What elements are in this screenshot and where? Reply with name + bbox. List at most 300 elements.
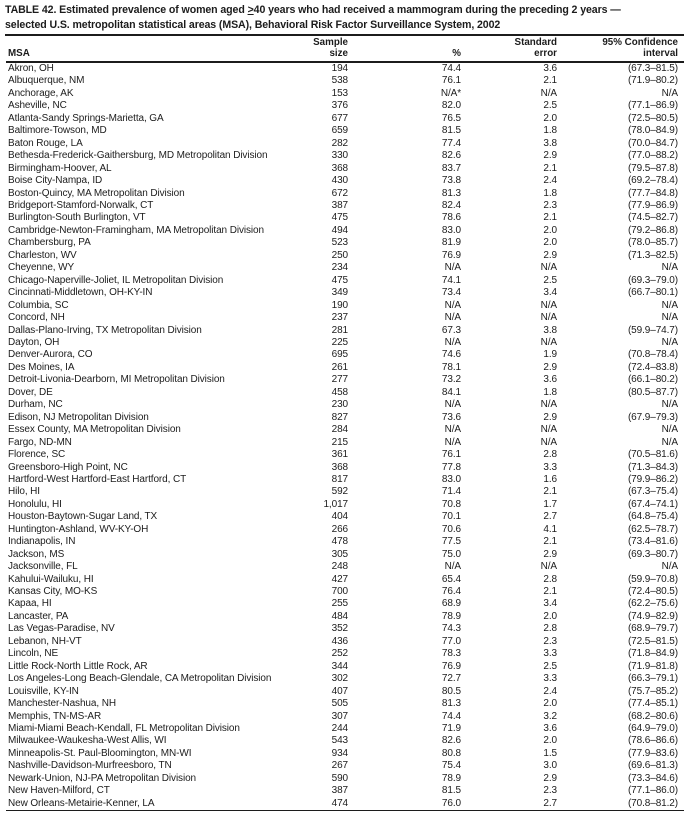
- msa-name: Milwaukee-Waukesha-West Allis, WI: [8, 735, 167, 747]
- standard-error-value: 4.1: [543, 523, 557, 535]
- table-row: [6, 175, 684, 187]
- confidence-interval-value: (72.4–80.5): [627, 586, 678, 598]
- table-title-line2: selected U.S. metropolitan statistical areas (MSA), Behavioral Risk Factor Surveillance System, 2002: [5, 19, 501, 31]
- standard-error-value: 1.6: [543, 473, 557, 485]
- table-row: [6, 437, 684, 449]
- msa-name: Newark-Union, NJ-PA Metropolitan Division: [8, 772, 197, 784]
- msa-name: Chambersburg, PA: [8, 237, 91, 249]
- standard-error-value: 1.8: [543, 386, 557, 398]
- sample-size-value: 361: [331, 449, 348, 461]
- sample-size-value: 827: [331, 411, 348, 423]
- confidence-interval-value: (72.5–80.5): [627, 112, 678, 124]
- msa-name: Honolulu, HI: [8, 498, 62, 510]
- msa-name: New Orleans-Metairie-Kenner, LA: [8, 797, 155, 809]
- msa-name: Kahului-Wailuku, HI: [8, 573, 94, 585]
- msa-name: Cheyenne, WY: [8, 262, 75, 274]
- table-row: [6, 163, 684, 175]
- standard-error-value: 2.8: [543, 449, 557, 461]
- confidence-interval-value: (74.5–82.7): [627, 212, 678, 224]
- table-row: [6, 536, 684, 548]
- msa-name: Lebanon, NH-VT: [8, 635, 82, 647]
- table-body: [6, 62, 684, 811]
- table-title-line1: TABLE 42. Estimated prevalence of women aged >40 years who had received a mammogram during the preceding 2 years —: [5, 4, 621, 16]
- table-row: [6, 711, 684, 723]
- sample-size-value: 458: [331, 386, 348, 398]
- table-row: [6, 349, 684, 361]
- sample-size-value: 484: [331, 610, 348, 622]
- percent-value: 68.9: [441, 598, 461, 610]
- percent-value: 83.7: [441, 162, 461, 174]
- msa-name: Manchester-Nashua, NH: [8, 698, 116, 710]
- percent-value: 74.4: [441, 710, 461, 722]
- percent-value: 72.7: [441, 673, 461, 685]
- percent-value: 81.5: [441, 125, 461, 137]
- confidence-interval-value: (62.2–75.6): [627, 598, 678, 610]
- confidence-interval-value: (59.9–74.7): [627, 324, 678, 336]
- standard-error-value: 3.4: [543, 598, 557, 610]
- msa-name: Bridgeport-Stamford-Norwalk, CT: [8, 199, 154, 211]
- sample-size-value: 190: [331, 299, 348, 311]
- confidence-interval-value: (72.5–81.5): [627, 635, 678, 647]
- confidence-interval-value: (77.7–84.8): [627, 187, 678, 199]
- sample-size-value: 282: [331, 137, 348, 149]
- sample-size-value: 430: [331, 175, 348, 187]
- standard-error-value: 3.3: [543, 673, 557, 685]
- sample-size-value: 475: [331, 212, 348, 224]
- standard-error-value: 2.1: [543, 586, 557, 598]
- percent-value: N/A: [444, 436, 461, 448]
- sample-size-value: 281: [331, 324, 348, 336]
- msa-name: Birmingham-Hoover, AL: [8, 162, 112, 174]
- table-row: [6, 300, 684, 312]
- sample-size-value: 244: [331, 723, 348, 735]
- table-row: [6, 62, 684, 75]
- percent-value: 80.5: [441, 685, 461, 697]
- confidence-interval-value: N/A: [661, 561, 678, 573]
- confidence-interval-value: (77.0–88.2): [627, 150, 678, 162]
- standard-error-value: 2.9: [543, 249, 557, 261]
- confidence-interval-value: (79.5–87.8): [627, 162, 678, 174]
- confidence-interval-value: (80.5–87.7): [627, 386, 678, 398]
- table-row: [6, 598, 684, 610]
- msa-name: Detroit-Livonia-Dearborn, MI Metropolitan Division: [8, 374, 225, 386]
- col-header-standard-error: Standard error: [461, 36, 557, 62]
- standard-error-value: 2.0: [543, 698, 557, 710]
- msa-name: Hilo, HI: [8, 486, 40, 498]
- percent-value: 78.6: [441, 212, 461, 224]
- msa-name: Miami-Miami Beach-Kendall, FL Metropolitan Division: [8, 723, 240, 735]
- standard-error-value: 1.8: [543, 187, 557, 199]
- sample-size-value: 523: [331, 237, 348, 249]
- table-row: [6, 561, 684, 573]
- table-row: [6, 798, 684, 811]
- standard-error-value: 3.2: [543, 710, 557, 722]
- percent-value: 70.6: [441, 523, 461, 535]
- standard-error-value: 3.0: [543, 760, 557, 772]
- confidence-interval-value: (72.4–83.8): [627, 361, 678, 373]
- sample-size-value: 934: [331, 747, 348, 759]
- sample-size-value: 352: [331, 623, 348, 635]
- msa-name: Bethesda-Frederick-Gaithersburg, MD Metropolitan Division: [8, 150, 268, 162]
- sample-size-value: 376: [331, 100, 348, 112]
- msa-name: Boise City-Nampa, ID: [8, 175, 103, 187]
- standard-error-value: 2.0: [543, 237, 557, 249]
- sample-size-value: 248: [331, 561, 348, 573]
- sample-size-value: 368: [331, 162, 348, 174]
- standard-error-value: N/A: [540, 436, 557, 448]
- percent-value: 78.3: [441, 648, 461, 660]
- percent-value: 77.5: [441, 536, 461, 548]
- confidence-interval-value: (78.0–84.9): [627, 125, 678, 137]
- percent-value: 82.0: [441, 100, 461, 112]
- percent-value: 76.0: [441, 797, 461, 809]
- msa-name: Jacksonville, FL: [8, 561, 78, 573]
- table-row: [6, 387, 684, 399]
- standard-error-value: 2.9: [543, 548, 557, 560]
- table-row: [6, 412, 684, 424]
- sample-size-value: 436: [331, 635, 348, 647]
- msa-name: Louisville, KY-IN: [8, 685, 79, 697]
- msa-name: Houston-Baytown-Sugar Land, TX: [8, 511, 158, 523]
- sample-size-value: 266: [331, 523, 348, 535]
- msa-name: Lincoln, NE: [8, 648, 59, 660]
- table-row: [6, 549, 684, 561]
- percent-value: 76.9: [441, 660, 461, 672]
- standard-error-value: 3.3: [543, 648, 557, 660]
- confidence-interval-value: (66.1–80.2): [627, 374, 678, 386]
- confidence-interval-value: (70.8–81.2): [627, 797, 678, 809]
- msa-name: Columbia, SC: [8, 299, 69, 311]
- sample-size-value: 349: [331, 287, 348, 299]
- standard-error-value: 3.6: [543, 63, 557, 74]
- confidence-interval-value: (79.2–86.8): [627, 224, 678, 236]
- percent-value: 77.4: [441, 137, 461, 149]
- msa-name: Dover, DE: [8, 386, 53, 398]
- table-row: [6, 474, 684, 486]
- percent-value: 82.4: [441, 199, 461, 211]
- standard-error-value: 3.6: [543, 723, 557, 735]
- confidence-interval-value: (70.5–81.6): [627, 449, 678, 461]
- confidence-interval-value: (77.9–86.9): [627, 199, 678, 211]
- table-row: [6, 735, 684, 747]
- confidence-interval-value: (59.9–70.8): [627, 573, 678, 585]
- percent-value: 74.3: [441, 623, 461, 635]
- confidence-interval-value: (78.6–86.6): [627, 735, 678, 747]
- standard-error-value: 3.8: [543, 137, 557, 149]
- standard-error-value: 2.3: [543, 635, 557, 647]
- percent-value: N/A*: [440, 87, 461, 99]
- msa-name: Charleston, WV: [8, 249, 77, 261]
- sample-size-value: 284: [331, 424, 348, 436]
- percent-value: 77.0: [441, 635, 461, 647]
- standard-error-value: 2.0: [543, 112, 557, 124]
- standard-error-value: 2.1: [543, 75, 557, 87]
- msa-name: Denver-Aurora, CO: [8, 349, 93, 361]
- confidence-interval-value: (68.9–79.7): [627, 623, 678, 635]
- sample-size-value: 592: [331, 486, 348, 498]
- sample-size-value: 267: [331, 760, 348, 772]
- confidence-interval-value: (79.9–86.2): [627, 473, 678, 485]
- table-row: [6, 212, 684, 224]
- percent-value: 76.5: [441, 112, 461, 124]
- standard-error-value: 2.5: [543, 100, 557, 112]
- sample-size-value: 407: [331, 685, 348, 697]
- table-row: [6, 462, 684, 474]
- table-row: [6, 773, 684, 785]
- col-header-sample-size: Sample size: [302, 36, 348, 62]
- msa-name: Baton Rouge, LA: [8, 137, 83, 149]
- confidence-interval-value: (69.2–78.4): [627, 175, 678, 187]
- standard-error-value: 2.9: [543, 411, 557, 423]
- standard-error-value: 2.1: [543, 536, 557, 548]
- msa-name: Edison, NJ Metropolitan Division: [8, 411, 149, 423]
- sample-size-value: 225: [331, 336, 348, 348]
- standard-error-value: 2.1: [543, 486, 557, 498]
- table-title: [5, 3, 684, 36]
- percent-value: N/A: [444, 561, 461, 573]
- sample-size-value: 230: [331, 399, 348, 411]
- confidence-interval-value: (74.9–82.9): [627, 610, 678, 622]
- table-row: [6, 661, 684, 673]
- msa-name: Dayton, OH: [8, 336, 60, 348]
- confidence-interval-value: N/A: [661, 87, 678, 99]
- table-row: [6, 100, 684, 112]
- percent-value: 76.1: [441, 75, 461, 87]
- sample-size-value: 387: [331, 785, 348, 797]
- confidence-interval-value: N/A: [661, 436, 678, 448]
- percent-value: 75.0: [441, 548, 461, 560]
- sample-size-value: 368: [331, 461, 348, 473]
- table-row: [6, 399, 684, 411]
- percent-value: 78.9: [441, 772, 461, 784]
- standard-error-value: 1.8: [543, 125, 557, 137]
- percent-value: 80.8: [441, 747, 461, 759]
- standard-error-value: 1.9: [543, 349, 557, 361]
- percent-value: 78.9: [441, 610, 461, 622]
- percent-value: 83.0: [441, 224, 461, 236]
- percent-value: 65.4: [441, 573, 461, 585]
- confidence-interval-value: N/A: [661, 399, 678, 411]
- standard-error-value: 2.4: [543, 685, 557, 697]
- standard-error-value: 3.3: [543, 461, 557, 473]
- sample-size-value: 1,017: [323, 498, 348, 510]
- standard-error-value: N/A: [540, 336, 557, 348]
- msa-name: Akron, OH: [8, 63, 54, 74]
- sample-size-value: 387: [331, 199, 348, 211]
- standard-error-value: 2.3: [543, 785, 557, 797]
- percent-value: 78.1: [441, 361, 461, 373]
- msa-name: Kansas City, MO-KS: [8, 586, 98, 598]
- confidence-interval-value: N/A: [661, 299, 678, 311]
- sample-size-value: 590: [331, 772, 348, 784]
- table-row: [6, 574, 684, 586]
- confidence-interval-value: (75.7–85.2): [627, 685, 678, 697]
- table-row: [6, 287, 684, 299]
- table-row: [6, 723, 684, 735]
- table-row: [6, 374, 684, 386]
- percent-value: N/A: [444, 312, 461, 324]
- confidence-interval-value: (67.3–81.5): [627, 63, 678, 74]
- percent-value: 73.6: [441, 411, 461, 423]
- confidence-interval-value: N/A: [661, 262, 678, 274]
- msa-name: Burlington-South Burlington, VT: [8, 212, 146, 224]
- percent-value: 83.0: [441, 473, 461, 485]
- sample-size-value: 543: [331, 735, 348, 747]
- confidence-interval-value: (69.6–81.3): [627, 760, 678, 772]
- table-row: [6, 623, 684, 635]
- standard-error-value: 2.5: [543, 660, 557, 672]
- msa-name: Los Angeles-Long Beach-Glendale, CA Metropolitan Division: [8, 673, 272, 685]
- sample-size-value: 404: [331, 511, 348, 523]
- percent-value: 74.1: [441, 274, 461, 286]
- table-row: [6, 200, 684, 212]
- standard-error-value: 2.5: [543, 274, 557, 286]
- table-row: [6, 188, 684, 200]
- standard-error-value: 2.3: [543, 199, 557, 211]
- table-row: [6, 250, 684, 262]
- table-row: [6, 150, 684, 162]
- table-row: [6, 113, 684, 125]
- percent-value: 81.3: [441, 187, 461, 199]
- confidence-interval-value: (78.0–85.7): [627, 237, 678, 249]
- confidence-interval-value: N/A: [661, 312, 678, 324]
- msa-name: Asheville, NC: [8, 100, 67, 112]
- msa-name: Cambridge-Newton-Framingham, MA Metropolitan Division: [8, 224, 264, 236]
- sample-size-value: 330: [331, 150, 348, 162]
- confidence-interval-value: (70.8–78.4): [627, 349, 678, 361]
- sample-size-value: 677: [331, 112, 348, 124]
- standard-error-value: N/A: [540, 262, 557, 274]
- confidence-interval-value: (71.9–81.8): [627, 660, 678, 672]
- mammogram-prevalence-table: [6, 36, 684, 811]
- confidence-interval-value: (71.8–84.9): [627, 648, 678, 660]
- percent-value: 74.6: [441, 349, 461, 361]
- table-row: [6, 499, 684, 511]
- table-row: [6, 611, 684, 623]
- standard-error-value: N/A: [540, 312, 557, 324]
- table-row: [6, 275, 684, 287]
- table-row: [6, 262, 684, 274]
- confidence-interval-value: (67.4–74.1): [627, 498, 678, 510]
- msa-name: Des Moines, IA: [8, 361, 75, 373]
- confidence-interval-value: (71.3–82.5): [627, 249, 678, 261]
- confidence-interval-value: (77.1–86.9): [627, 100, 678, 112]
- confidence-interval-value: (66.3–79.1): [627, 673, 678, 685]
- percent-value: 76.9: [441, 249, 461, 261]
- percent-value: 76.1: [441, 449, 461, 461]
- standard-error-value: 2.4: [543, 175, 557, 187]
- msa-name: Indianapolis, IN: [8, 536, 76, 548]
- standard-error-value: N/A: [540, 399, 557, 411]
- sample-size-value: 475: [331, 274, 348, 286]
- msa-name: Minneapolis-St. Paul-Bloomington, MN-WI: [8, 747, 192, 759]
- sample-size-value: 478: [331, 536, 348, 548]
- msa-name: Las Vegas-Paradise, NV: [8, 623, 115, 635]
- standard-error-value: 2.9: [543, 150, 557, 162]
- standard-error-value: 2.0: [543, 610, 557, 622]
- confidence-interval-value: (71.3–84.3): [627, 461, 678, 473]
- standard-error-value: 2.1: [543, 212, 557, 224]
- sample-size-value: 252: [331, 648, 348, 660]
- msa-name: Jackson, MS: [8, 548, 65, 560]
- standard-error-value: 3.6: [543, 374, 557, 386]
- msa-name: Hartford-West Hartford-East Hartford, CT: [8, 473, 187, 485]
- sample-size-value: 307: [331, 710, 348, 722]
- confidence-interval-value: (73.3–84.6): [627, 772, 678, 784]
- percent-value: 74.4: [441, 63, 461, 74]
- table-row: [6, 785, 684, 797]
- table-header: [6, 36, 684, 62]
- sample-size-value: 250: [331, 249, 348, 261]
- standard-error-value: 3.4: [543, 287, 557, 299]
- standard-error-value: 2.8: [543, 623, 557, 635]
- table-row: [6, 511, 684, 523]
- msa-name: Dallas-Plano-Irving, TX Metropolitan Division: [8, 324, 202, 336]
- percent-value: 73.2: [441, 374, 461, 386]
- confidence-interval-value: (64.8–75.4): [627, 511, 678, 523]
- table-row: [6, 449, 684, 461]
- standard-error-value: 2.9: [543, 772, 557, 784]
- standard-error-value: N/A: [540, 299, 557, 311]
- sample-size-value: 494: [331, 224, 348, 236]
- percent-value: N/A: [444, 262, 461, 274]
- confidence-interval-value: (71.9–80.2): [627, 75, 678, 87]
- sample-size-value: 215: [331, 436, 348, 448]
- sample-size-value: 474: [331, 797, 348, 809]
- standard-error-value: N/A: [540, 561, 557, 573]
- sample-size-value: 427: [331, 573, 348, 585]
- percent-value: 75.4: [441, 760, 461, 772]
- confidence-interval-value: (64.9–79.0): [627, 723, 678, 735]
- msa-name: Greensboro-High Point, NC: [8, 461, 128, 473]
- percent-value: 81.9: [441, 237, 461, 249]
- sample-size-value: 700: [331, 586, 348, 598]
- geq-symbol: >: [247, 4, 254, 16]
- confidence-interval-value: N/A: [661, 336, 678, 348]
- percent-value: 76.4: [441, 586, 461, 598]
- confidence-interval-value: (62.5–78.7): [627, 523, 678, 535]
- percent-value: 77.8: [441, 461, 461, 473]
- sample-size-value: 659: [331, 125, 348, 137]
- standard-error-value: 3.8: [543, 324, 557, 336]
- sample-size-value: 302: [331, 673, 348, 685]
- msa-name: Durham, NC: [8, 399, 63, 411]
- confidence-interval-value: (69.3–80.7): [627, 548, 678, 560]
- sample-size-value: 277: [331, 374, 348, 386]
- table-row: [6, 648, 684, 660]
- confidence-interval-value: N/A: [661, 424, 678, 436]
- msa-name: Chicago-Naperville-Joliet, IL Metropolitan Division: [8, 274, 224, 286]
- confidence-interval-value: (77.9–83.6): [627, 747, 678, 759]
- col-header-confidence-interval: 95% Confidence interval: [557, 36, 684, 62]
- confidence-interval-value: (67.9–79.3): [627, 411, 678, 423]
- table-row: [6, 312, 684, 324]
- table-row: [6, 337, 684, 349]
- msa-name: Nashville-Davidson-Murfreesboro, TN: [8, 760, 172, 772]
- sample-size-value: 344: [331, 660, 348, 672]
- col-header-percent: %: [348, 36, 461, 62]
- table-row: [6, 586, 684, 598]
- msa-name: Cincinnati-Middletown, OH-KY-IN: [8, 287, 153, 299]
- msa-name: Little Rock-North Little Rock, AR: [8, 660, 148, 672]
- standard-error-value: 2.1: [543, 162, 557, 174]
- confidence-interval-value: (68.2–80.6): [627, 710, 678, 722]
- percent-value: N/A: [444, 336, 461, 348]
- sample-size-value: 695: [331, 349, 348, 361]
- msa-name: Fargo, ND-MN: [8, 436, 72, 448]
- confidence-interval-value: (77.4–85.1): [627, 698, 678, 710]
- table-row: [6, 524, 684, 536]
